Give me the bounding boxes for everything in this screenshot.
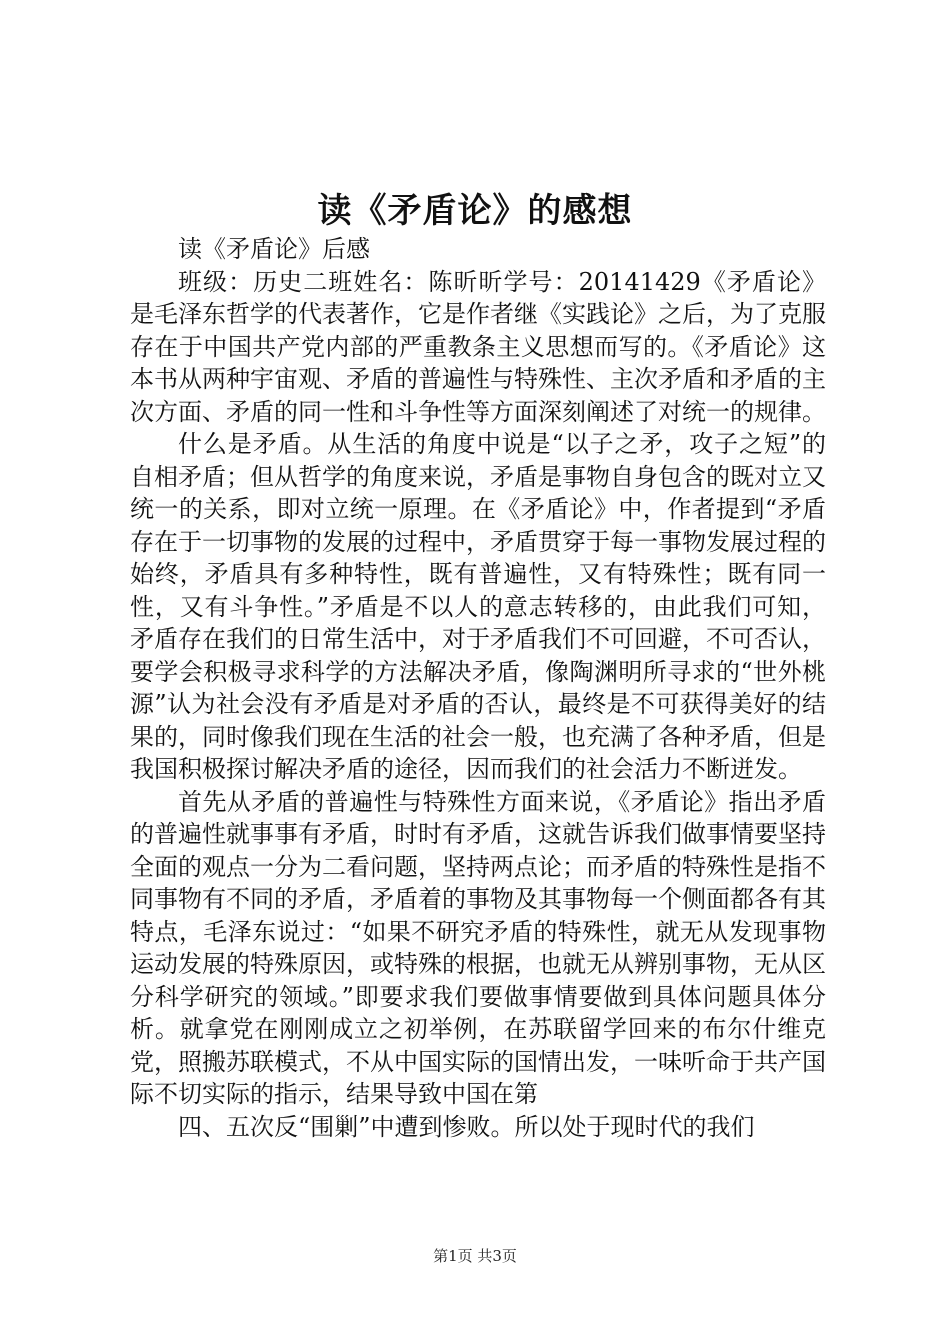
document-title: 读《矛盾论》的感想	[317, 191, 633, 231]
paragraph-intro: 班级：历史二班姓名：陈昕昕学号：20141429《矛盾论》是毛泽东哲学的代表著作，它是作者继《实践论》之后，为了克服存在于中国共产党内部的严重教条主义思想而写的。《矛盾论》这本书从两种宇宙观、矛盾的普遍性与特殊性、主次矛盾和矛盾的主次方面、矛盾的同一性和斗争性等方面深刻阐述了对统一的规律。	[130, 267, 826, 426]
paragraph-universality-particularity: 首先从矛盾的普遍性与特殊性方面来说，《矛盾论》指出矛盾的普遍性就事事有矛盾，时时有矛盾，这就告诉我们做事情要坚持全面的观点一分为二看问题，坚持两点论；而矛盾的特殊性是指不同事物有不同的矛盾，矛盾着的事物及其事物每一个侧面都各有其特点，毛泽东说过：“如果不研究矛盾的特殊性，就无从发现事物运动发展的特殊原因，或特殊的根据，也就无从辨别事物，无从区分科学研究的领域。”即要求我们要做事情要做到具体问题具体分析。就拿党在刚刚成立之初举例，在苏联留学回来的布尔什维克党，照搬苏联模式，不从中国实际的国情出发，一味听命于共产国际不切实际的指示，结果导致中国在第	[130, 787, 826, 1108]
paragraph-what-is-contradiction: 什么是矛盾。从生活的角度中说是“以子之矛，攻子之短”的自相矛盾；但从哲学的角度来说，矛盾是事物自身包含的既对立又统一的关系，即对立统一原理。在《矛盾论》中，作者提到“矛盾存在于一切事物的发展的过程中，矛盾贯穿于每一事物发展过程的始终，矛盾具有多种特性，既有普遍性，又有特殊性；既有同一性，又有斗争性。”矛盾是不以人的意志转移的，由此我们可知，矛盾存在我们的日常生活中，对于矛盾我们不可回避，不可否认，要学会积极寻求科学的方法解决矛盾，像陶渊明所寻求的“世外桃源”认为社会没有矛盾是对矛盾的否认，最终是不可获得美好的结果的，同时像我们现在生活的社会一般，也充满了各种矛盾，但是我国积极探讨解决矛盾的途径，因而我们的社会活力不断迸发。	[130, 430, 826, 783]
document-body	[130, 233, 826, 1143]
paragraph-subtitle: 读《矛盾论》后感	[178, 235, 370, 263]
paragraph-continuation: 四、五次反“围剿”中遭到惨败。所以处于现时代的我们	[178, 1112, 755, 1141]
page-number-footer: 第1页 共3页	[433, 1247, 517, 1265]
